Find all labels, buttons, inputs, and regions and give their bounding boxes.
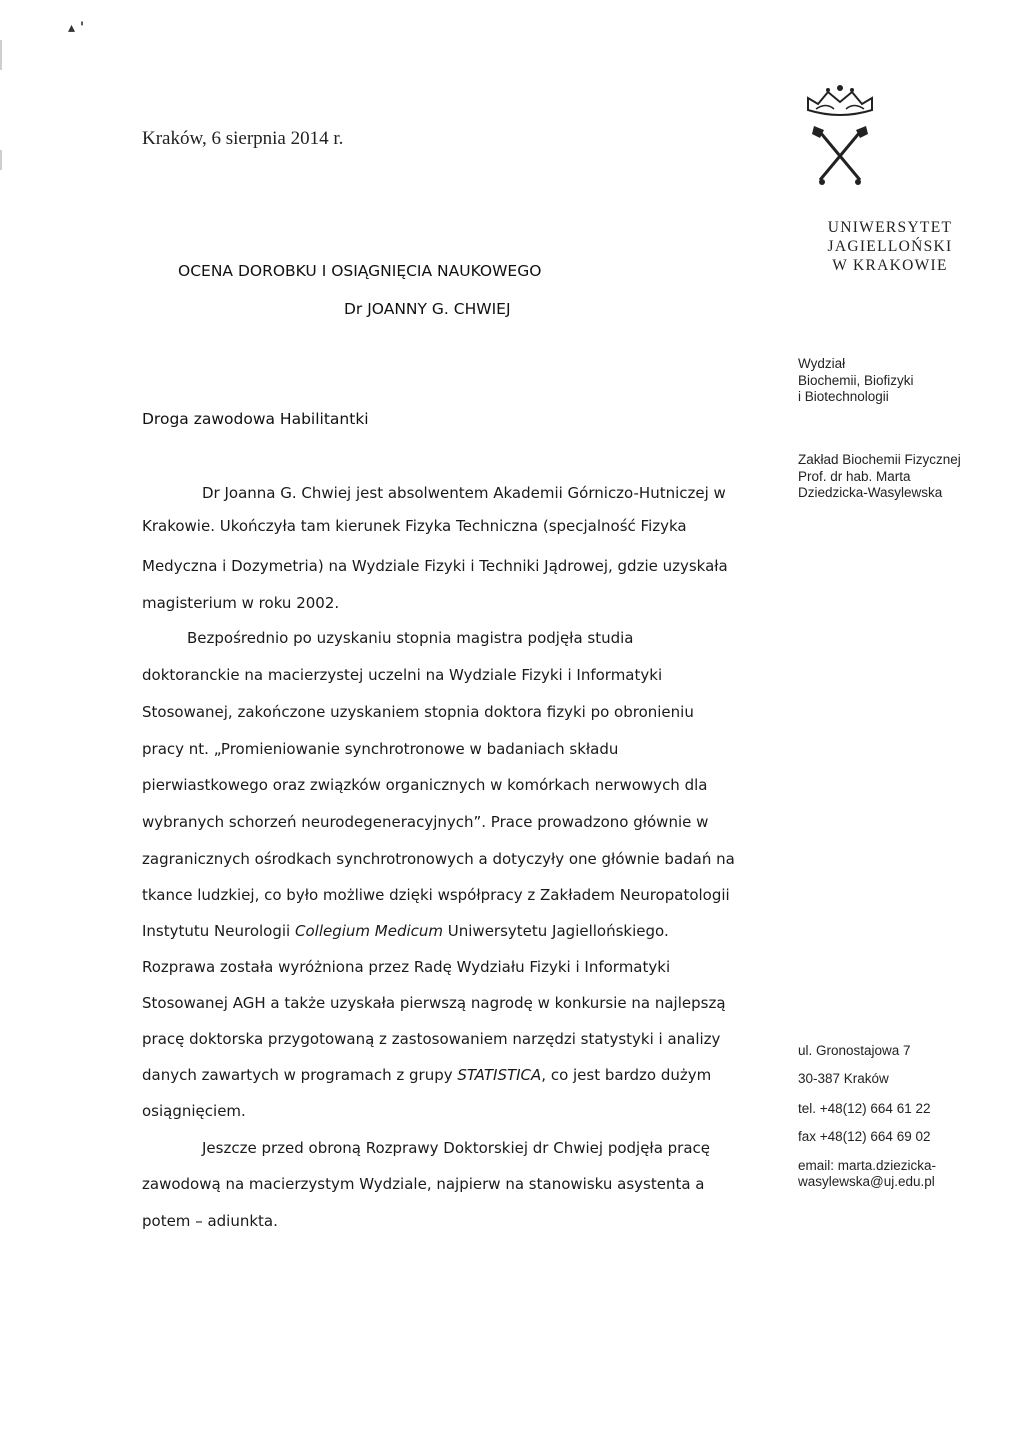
university-crest-icon — [800, 80, 880, 190]
unit-line: Zakład Biochemii Fizycznej — [798, 452, 961, 467]
body-text: Instytutu Neurologii — [142, 922, 295, 940]
body-line: pracę doktorska przygotowaną z zastosowaniem narzędzi statystyki i analizy — [142, 1030, 721, 1048]
body-line: pierwiastkowego oraz związków organicznych w komórkach nerwowych dla — [142, 776, 708, 794]
body-text: , co jest bardzo dużym — [541, 1066, 712, 1084]
university-name-line: UNIWERSYTET — [827, 219, 953, 236]
body-line: Bezpośrednio po uzyskaniu stopnia magistra podjęła studia — [187, 629, 634, 647]
university-name-line: W KRAKOWIE — [832, 257, 948, 274]
body-line: Jeszcze przed obroną Rozprawy Doktorskiej dr Chwiej podjęła pracę — [202, 1139, 711, 1157]
unit-line: Dziedzicka-Wasylewska — [798, 485, 943, 500]
body-line: Stosowanej AGH a także uzyskała pierwszą nagrodę w konkursie na najlepszą — [142, 994, 726, 1012]
body-text: danych zawartych w programach z grupy — [142, 1066, 458, 1084]
body-line: Medyczna i Dozymetria) na Wydziale Fizyki i Techniki Jądrowej, gdzie uzyskała — [142, 557, 728, 575]
body-line: magisterium w roku 2002. — [142, 594, 340, 612]
section-heading: Droga zawodowa Habilitantki — [142, 410, 369, 428]
department-line: Wydział — [798, 356, 846, 371]
body-text: Uniwersytetu Jagiellońskiego. — [443, 922, 669, 940]
body-line: zawodową na macierzystym Wydziale, najpierw na stanowisku asystenta a — [142, 1175, 705, 1193]
contact-phone: tel. +48(12) 664 61 22 — [798, 1101, 931, 1116]
department-block — [798, 356, 914, 406]
corner-mark: ▴ ' — [68, 20, 85, 36]
letter-date: Kraków, 6 sierpnia 2014 r. — [142, 128, 344, 149]
body-line: Krakowie. Ukończyła tam kierunek Fizyka Techniczna (specjalność Fizyka — [142, 517, 687, 535]
document-title: OCENA DOROBKU I OSIĄGNIĘCIA NAUKOWEGO — [178, 262, 542, 280]
body-line: Dr Joanna G. Chwiej jest absolwentem Akademii Górniczo-Hutniczej w — [202, 484, 726, 502]
contact-email-line-2[interactable]: wasylewska@uj.edu.pl — [798, 1174, 935, 1189]
body-line: doktoranckie na macierzystej uczelni na Wydziale Fizyki i Informatyki — [142, 666, 663, 684]
body-line: Rozprawa została wyróżniona przez Radę Wydziału Fizyki i Informatyki — [142, 958, 671, 976]
body-italic-text: Collegium Medicum — [295, 922, 444, 940]
contact-city: 30-387 Kraków — [798, 1071, 889, 1086]
body-line — [142, 1066, 711, 1084]
body-line: zagranicznych ośrodkach synchrotronowych a dotyczyły one głównie badań na — [142, 850, 735, 868]
body-line: potem – adiunkta. — [142, 1212, 278, 1230]
body-line: pracy nt. „Promieniowanie synchrotronowe w badaniach składu — [142, 740, 619, 758]
unit-block — [798, 452, 961, 502]
body-line: Stosowanej, zakończone uzyskaniem stopnia doktora fizyki po obronieniu — [142, 703, 694, 721]
university-name-line: JAGIELLOŃSKI — [827, 238, 953, 255]
contact-street: ul. Gronostajowa 7 — [798, 1043, 911, 1058]
scan-edge-mark — [0, 40, 2, 70]
contact-fax: fax +48(12) 664 69 02 — [798, 1129, 931, 1144]
body-line: osiągnięciem. — [142, 1102, 246, 1120]
university-name — [800, 218, 980, 275]
body-italic-text: STATISTICA — [457, 1066, 542, 1084]
body-line — [142, 922, 669, 940]
body-line: tkance ludzkiej, co było możliwe dzięki współpracy z Zakładem Neuropatologii — [142, 886, 730, 904]
scan-edge-mark — [0, 150, 2, 170]
contact-email-line-1: email: marta.dziezicka- — [798, 1158, 937, 1173]
body-line: wybranych schorzeń neurodegeneracyjnych”. Prace prowadzono głównie w — [142, 813, 709, 831]
unit-line: Prof. dr hab. Marta — [798, 468, 911, 484]
department-line: Biochemii, Biofizyki — [798, 372, 914, 388]
document-subtitle: Dr JOANNY G. CHWIEJ — [344, 300, 511, 318]
department-line: i Biotechnologii — [798, 389, 889, 404]
